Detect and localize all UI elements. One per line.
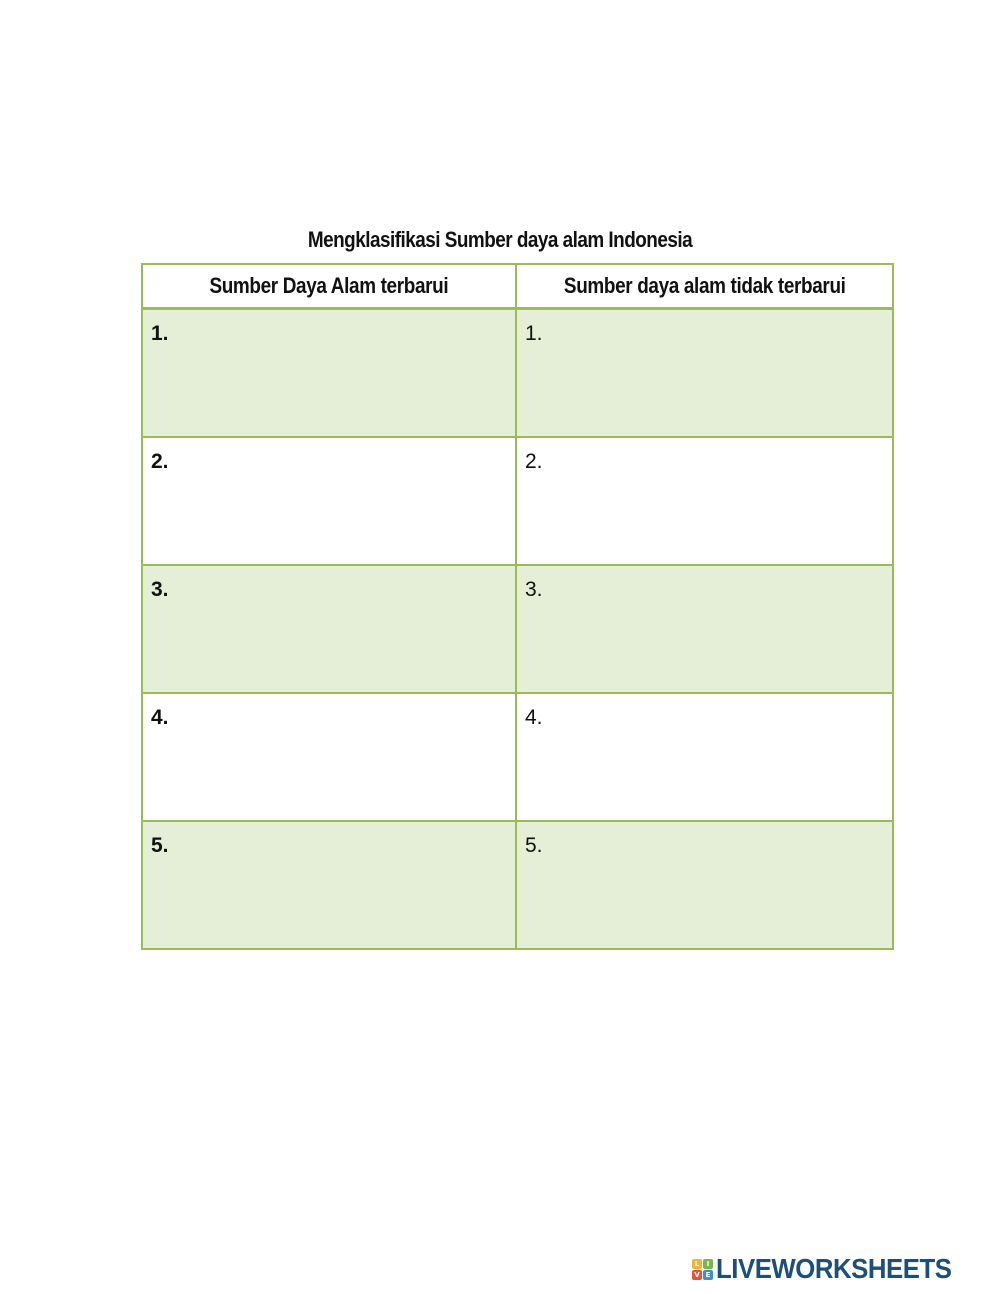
answer-cell-renewable[interactable]	[142, 309, 516, 438]
logo-text: LIVEWORKSHEETS	[716, 1253, 952, 1284]
answer-cell-nonrenewable[interactable]	[516, 437, 893, 565]
item-number: 2.	[151, 450, 169, 473]
answer-cell-renewable[interactable]	[142, 693, 516, 821]
answer-cell-renewable[interactable]	[142, 821, 516, 949]
item-number: 1.	[525, 322, 543, 345]
table-row	[142, 309, 893, 438]
answer-cell-renewable[interactable]	[142, 437, 516, 565]
item-number: 4.	[151, 706, 169, 729]
column-header-nonrenewable: Sumber daya alam tidak terbarui	[516, 264, 893, 309]
answer-cell-renewable[interactable]	[142, 565, 516, 693]
logo-mark-square: V	[692, 1270, 702, 1280]
liveworksheets-logo	[692, 1254, 972, 1284]
worksheet-title: Mengklasifikasi Sumber daya alam Indonesia	[307, 227, 693, 252]
logo-mark-square: I	[703, 1259, 713, 1269]
table-row	[142, 437, 893, 565]
answer-cell-nonrenewable[interactable]	[516, 693, 893, 821]
liveworksheets-logo-icon	[692, 1259, 713, 1280]
item-number: 3.	[525, 578, 543, 601]
item-number: 5.	[151, 834, 169, 857]
table-row	[142, 693, 893, 821]
answer-cell-nonrenewable[interactable]	[516, 309, 893, 438]
column-header-renewable: Sumber Daya Alam terbarui	[142, 264, 516, 309]
item-number: 5.	[525, 834, 543, 857]
item-number: 1.	[151, 322, 169, 345]
table-row	[142, 821, 893, 949]
logo-mark-square: E	[703, 1270, 713, 1280]
item-number: 2.	[525, 450, 543, 473]
classification-table	[141, 263, 894, 950]
table-row	[142, 565, 893, 693]
answer-cell-nonrenewable[interactable]	[516, 565, 893, 693]
table-header-row	[142, 264, 893, 309]
item-number: 4.	[525, 706, 543, 729]
answer-cell-nonrenewable[interactable]	[516, 821, 893, 949]
logo-mark-square: L	[692, 1259, 702, 1269]
item-number: 3.	[151, 578, 169, 601]
